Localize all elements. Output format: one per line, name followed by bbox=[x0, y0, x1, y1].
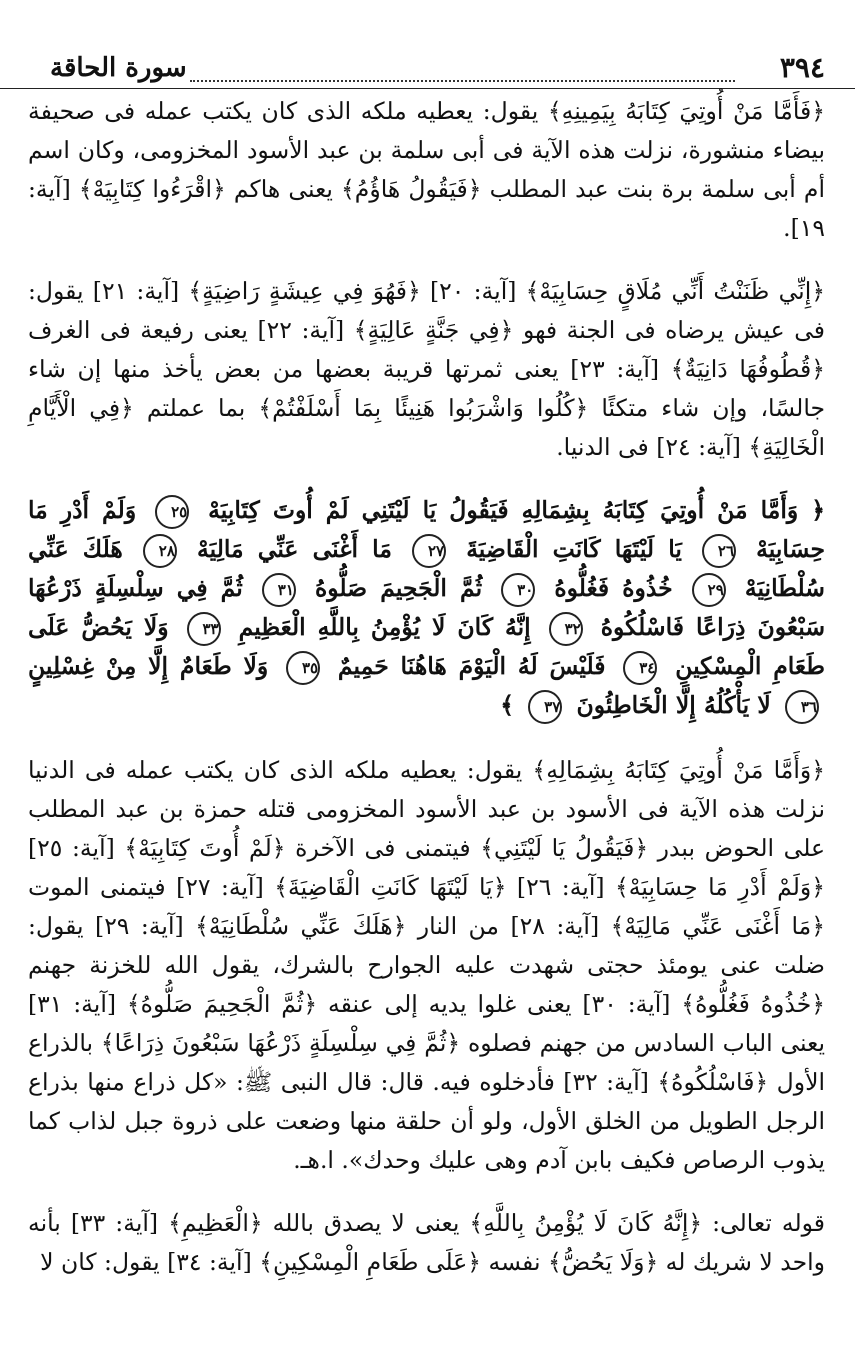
paragraph-1: ﴿فَأَمَّا مَنْ أُوتِيَ كِتَابَهُ بِيَمِينِهِ﴾ يقول: يعطيه ملكه الذى كان يكتب عمله فى صحيفة بيضاء منشورة، نزلت هذه الآية فى أبى سلمة بن عبد الأسود المخزومى، وكان اسم أم أبى سلمة برة بنت عبد المطلب ﴿فَيَقُولُ هَاؤُمُ﴾ يعنى هاكم ﴿اقْرَءُوا كِتَابِيَهْ﴾ [آية: ١٩]. bbox=[28, 97, 825, 242]
verse-number-marker: ٢٧ bbox=[412, 534, 446, 568]
surah-title: سورة الحاقة bbox=[50, 53, 187, 83]
verse-number-marker: ٢٩ bbox=[692, 573, 726, 607]
verse-number-marker: ٣١ bbox=[262, 573, 296, 607]
verse-segment: وَأَمَّا مَنْ أُوتِيَ كِتَابَهُ بِشِمَالِهِ فَيَقُولُ يَا لَيْتَنِي لَمْ أُوتَ كِتَابِيَهْ bbox=[208, 496, 799, 524]
verse-segment: خُذُوهُ فَغُلُّوهُ bbox=[554, 574, 673, 602]
verse-segment: ثُمَّ فِي سِلْسِلَةٍ ذَرْعُهَا سَبْعُونَ ذِرَاعًا فَاسْلُكُوهُ bbox=[28, 574, 826, 641]
header-dotted-leader bbox=[190, 60, 735, 82]
verse-segment: هَلَكَ عَنِّي سُلْطَانِيَهْ bbox=[28, 535, 825, 602]
verse-number-marker: ٣٠ bbox=[501, 573, 535, 607]
paragraph-2: ﴿إِنِّي ظَنَنْتُ أَنِّي مُلَاقٍ حِسَابِيَهْ﴾ [آية: ٢٠] ﴿فَهُوَ فِي عِيشَةٍ رَاضِيَةٍ﴾ [آية: ٢١] يقول: فى عيش يرضاه فى الجنة فهو ﴿فِي جَنَّةٍ عَالِيَةٍ﴾ [آية: ٢٢] يعنى رفيعة فى الغرف ﴿قُطُوفُهَا دَانِيَةٌ﴾ [آية: ٢٣] يعنى ثمرتها قريبة بعضها من بعض يأخذ منها إن شاء جالسًا، وإن شاء متكئًا ﴿كُلُوا وَاشْرَبُوا هَنِيئًا بِمَا أَسْلَفْتُمْ﴾ بما عملتم ﴿فِي الْأَيَّامِ الْخَالِيَةِ﴾ [آية: ٢٤] فى الدنيا. bbox=[28, 277, 826, 461]
quran-verse-block bbox=[28, 491, 825, 725]
verse-segment: فَلَيْسَ لَهُ الْيَوْمَ هَاهُنَا حَمِيمٌ bbox=[337, 652, 606, 680]
verse-number-marker: ٣٦ bbox=[785, 690, 819, 724]
verse-number-marker: ٣٣ bbox=[187, 612, 221, 646]
verse-segment: يَا لَيْتَهَا كَانَتِ الْقَاضِيَةَ bbox=[466, 535, 682, 563]
page-header bbox=[0, 48, 855, 89]
verse-open-bracket: ﴿ bbox=[811, 496, 826, 524]
verse-segment: إِنَّهُ كَانَ لَا يُؤْمِنُ بِاللَّهِ الْعَظِيمِ bbox=[238, 613, 531, 641]
page-body bbox=[28, 92, 825, 1304]
verse-number-marker: ٣٥ bbox=[286, 651, 320, 685]
paragraph-4: قوله تعالى: ﴿إِنَّهُ كَانَ لَا يُؤْمِنُ بِاللَّهِ﴾ يعنى لا يصدق بالله ﴿الْعَظِيمِ﴾ [آية: ٣٣] بأنه واحد لا شريك له ﴿وَلَا يَحُضُّ﴾ نفسه ﴿عَلَى طَعَامِ الْمِسْكِينِ﴾ [آية: ٣٤] يقول: كان لا bbox=[28, 1209, 825, 1276]
verse-number-marker: ٢٥ bbox=[155, 495, 189, 529]
verse-number-marker: ٢٦ bbox=[702, 534, 736, 568]
verse-segment: وَلَا يَحُضُّ عَلَى طَعَامِ الْمِسْكِينِ bbox=[28, 613, 825, 680]
verse-segment: مَا أَغْنَى عَنِّي مَالِيَهْ bbox=[197, 535, 392, 563]
verse-number-marker: ٢٨ bbox=[143, 534, 177, 568]
verse-close-bracket: ﴾ bbox=[500, 691, 515, 719]
verse-segment: لَا يَأْكُلُهُ إِلَّا الْخَاطِئُونَ bbox=[576, 691, 771, 719]
verse-number-marker: ٣٢ bbox=[549, 612, 583, 646]
verse-segment: وَلَا طَعَامٌ إِلَّا مِنْ غِسْلِينٍ bbox=[28, 652, 269, 680]
page-number: ٣٩٤ bbox=[779, 51, 825, 84]
paragraph-3: ﴿وَأَمَّا مَنْ أُوتِيَ كِتَابَهُ بِشِمَالِهِ﴾ يقول: يعطيه ملكه الذى كان يكتب عمله فى الدنيا نزلت هذه الآية فى الأسود بن عبد الأسود المخزومى قتله حمزة بن عبد المطلب على الحوض ببدر ﴿فَيَقُولُ يَا لَيْتَنِي﴾ فيتمنى فى الآخرة ﴿لَمْ أُوتَ كِتَابِيَهْ﴾ [آية: ٢٥] ﴿وَلَمْ أَدْرِ مَا حِسَابِيَهْ﴾ [آية: ٢٦] ﴿يَا لَيْتَهَا كَانَتِ الْقَاضِيَةَ﴾ [آية: ٢٧] فيتمنى الموت ﴿مَا أَغْنَى عَنِّي مَالِيَهْ﴾ [آية: ٢٨] من النار ﴿هَلَكَ عَنِّي سُلْطَانِيَهْ﴾ [آية: ٢٩] يقول: ضلت عنى يومئذ حجتى شهدت عليه الجوارح بالشرك، يقول الله للخزنة جهنم ﴿خُذُوهُ فَغُلُّوهُ﴾ [آية: ٣٠] يعنى غلوا يديه إلى عنقه ﴿ثُمَّ الْجَحِيمَ صَلُّوهُ﴾ [آية: ٣١] يعنى الباب السادس من جهنم فصلوه ﴿ثُمَّ فِي سِلْسِلَةٍ ذَرْعُهَا سَبْعُونَ ذِرَاعًا﴾ بالذراع الأول ﴿فَاسْلُكُوهُ﴾ [آية: ٣٢] فأدخلوه فيه. قال: قال النبى ﷺ: «كل ذراع منها بذراع الرجل الطويل من الخلق الأول، ولو أن حلقة منها وضعت على ذروة جبل لذاب كما يذوب الرصاص فكيف بابن آدم وهى عليك وحدك». ا.هـ. bbox=[28, 756, 826, 1174]
verse-number-marker: ٣٤ bbox=[623, 651, 657, 685]
verse-number-marker: ٣٧ bbox=[528, 690, 562, 724]
verse-segment: وَلَمْ أَدْرِ مَا حِسَابِيَهْ bbox=[28, 496, 826, 563]
verse-segment: ثُمَّ الْجَحِيمَ صَلُّوهُ bbox=[314, 574, 483, 602]
